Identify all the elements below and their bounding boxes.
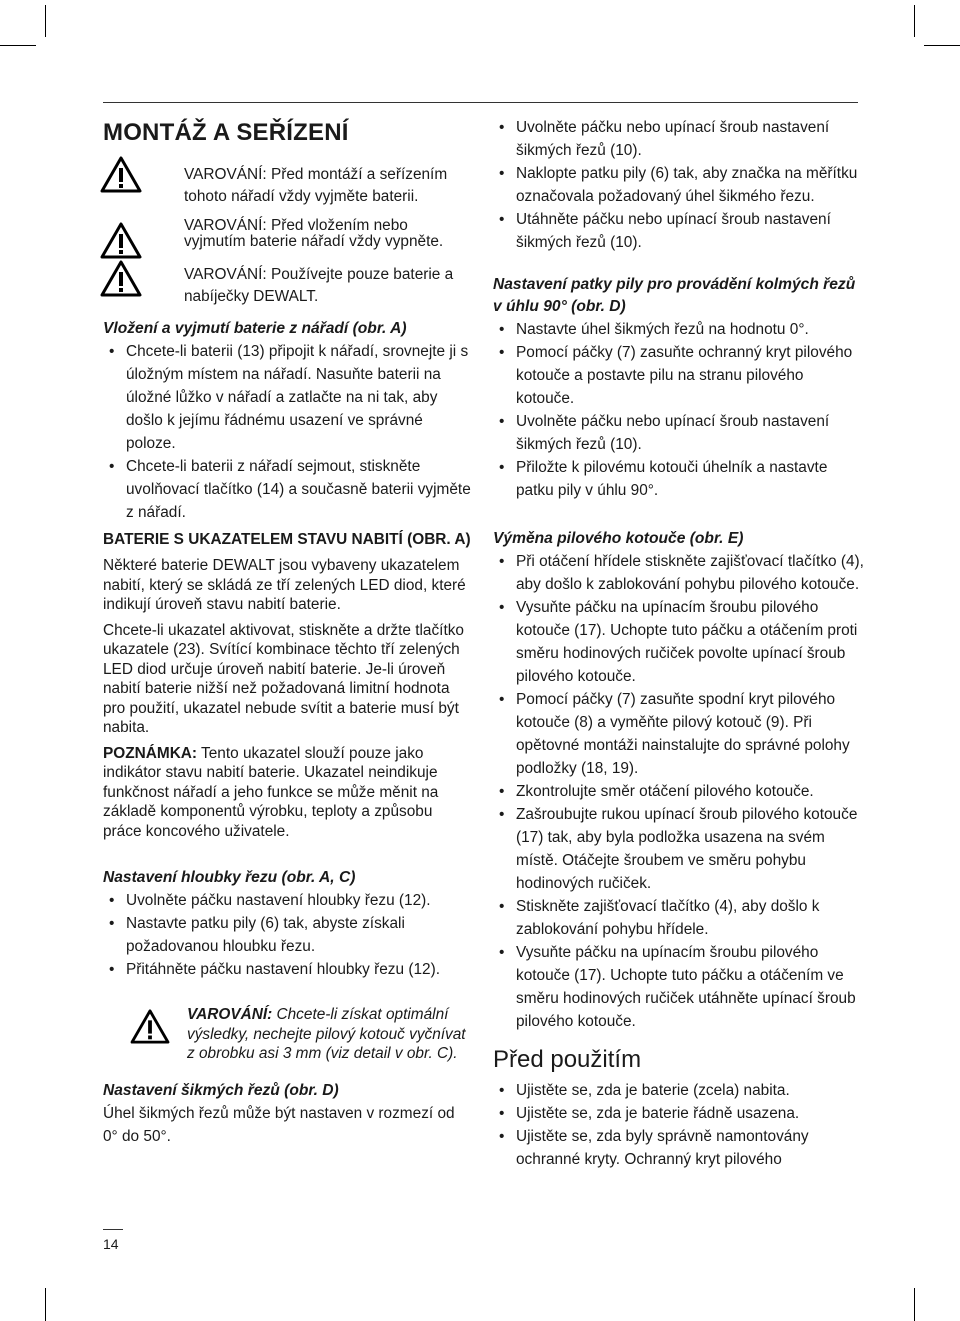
header-rule: [103, 102, 858, 103]
page-title: MONTÁŽ A SEŘÍZENÍ: [103, 119, 349, 146]
section-title: Před použitím: [493, 1046, 642, 1073]
paragraph: Úhel šikmých řezů může být nastaven v rozmezí od 0° do 50°.: [103, 1104, 455, 1145]
list-item: • Zkontrolujte směr otáčení pilového kotouče.: [493, 780, 865, 803]
list-item: • Ujistěte se, zda je baterie řádně usazena.: [493, 1102, 865, 1125]
warning-label: VAROVÁNÍ:: [184, 266, 267, 283]
list-item: • Naklopte patku pily (6) tak, aby značka na měřítku označovala požadovaný úhel šikmého řezu.: [493, 162, 865, 208]
list-item: • Nastavte úhel šikmých řezů na hodnotu 0°.: [493, 318, 865, 341]
shoe90-list: [493, 318, 865, 502]
list-item: • Ujistěte se, zda byly správně namontovány ochranné kryty. Ochranný kryt pilového: [493, 1125, 865, 1171]
section-heading: Výměna pilového kotouče (obr. E): [493, 530, 744, 547]
note-label: POZNÁMKA:: [103, 744, 198, 762]
crop-mark: [924, 45, 960, 46]
paragraph: Některé baterie DEWALT jsou vybaveny ukazatelem nabití, který se skládá ze tří zelených LED diod, které indikují úroveň stavu nabití baterie.: [103, 557, 466, 613]
note-text: Tento ukazatel slouží pouze jako indikátor stavu nabití baterie. Ukazatel neindikuje funkčnost nářadí a jeho funkce se může měnit na základě komponentů výrobku, teploty a způsobu práce koncového uživatele.: [103, 744, 439, 840]
depth-list: [103, 889, 473, 981]
list-item: • Při otáčení hřídele stiskněte zajišťovací tlačítko (4), aby došlo k zablokování pohybu pilového kotouče.: [493, 550, 865, 596]
paragraph: Chcete-li ukazatel aktivovat, stiskněte a držte tlačítko ukazatele (23). Svítící kombinace těchto tří zelených LED diod určuje úroveň nabití baterie. Je-li úroveň nabití baterie nižší než požadovaná limitní hodnota pro použití, ukazatel nebude svítit a baterie musí být nabita.: [103, 621, 464, 736]
list-item: • Uvolněte páčku nebo upínací šroub nastavení šikmých řezů (10).: [493, 410, 865, 456]
section-heading: Nastavení patky pily pro provádění kolmých řezů v úhlu 90° (obr. D): [493, 276, 856, 315]
section-heading: Vložení a vyjmutí baterie z nářadí (obr. A): [103, 320, 407, 337]
crop-mark: [914, 1288, 915, 1321]
before-use-list: [493, 1079, 865, 1171]
warning-block: [103, 1005, 473, 1064]
crop-mark: [0, 45, 36, 46]
note: [103, 744, 473, 842]
warning-text: Používejte pouze baterie a nabíječky DEWALT.: [184, 266, 454, 305]
list-item: • Stiskněte zajišťovací tlačítko (4), aby došlo k zablokování pohybu hřídele.: [493, 895, 865, 941]
warning-icon: [100, 156, 142, 193]
warning-block: [103, 218, 473, 250]
warning-label: VAROVÁNÍ:: [184, 217, 267, 234]
warning-block: [103, 264, 473, 308]
crop-mark: [45, 5, 46, 37]
bevel-list: [493, 116, 865, 254]
list-item: • Pomocí páčky (7) zasuňte ochranný kryt pilového kotouče a postavte pilu na stranu pilového kotouče.: [493, 341, 865, 410]
list-item: • Nastavte patku pily (6) tak, abyste získali požadovanou hloubku řezu.: [103, 912, 473, 958]
right-column: [493, 110, 865, 1171]
warning-icon: [100, 260, 142, 297]
footer-rule: [103, 1229, 123, 1230]
list-item: • Chcete-li baterii z nářadí sejmout, stiskněte uvolňovací tlačítko (14) a současně baterii vyjměte z nářadí.: [103, 455, 473, 524]
list-item: • Přiložte k pilovému kotouči úhelník a nastavte patku pily v úhlu 90°.: [493, 456, 865, 502]
page-number: 14: [103, 1236, 119, 1252]
battery-list: [103, 340, 473, 524]
list-item: • Chcete-li baterii (13) připojit k nářadí, srovnejte ji s úložným místem na nářadí. Nasuňte baterii na úložné lůžko v nářadí a zatlačte na ni tak, aby došlo k jejímu řádnému usazení ve správné poloze.: [103, 340, 473, 455]
list-item: • Přitáhněte páčku nastavení hloubky řezu (12).: [103, 958, 473, 981]
left-column: [103, 110, 473, 1148]
list-item: • Uvolněte páčku nastavení hloubky řezu (12).: [103, 889, 473, 912]
list-item: • Uvolněte páčku nebo upínací šroub nastavení šikmých řezů (10).: [493, 116, 865, 162]
warning-icon: [130, 1009, 170, 1044]
warning-text: Před montáží a seřízením tohoto nářadí vždy vyjměte baterii.: [184, 166, 448, 205]
list-item: • Ujistěte se, zda je baterie (zcela) nabita.: [493, 1079, 865, 1102]
warning-text: Před vložením nebo vyjmutím baterie nářadí vždy vypněte.: [184, 217, 444, 250]
warning-label: VAROVÁNÍ:: [187, 1006, 273, 1023]
warning-text: Chcete-li získat optimální výsledky, nechejte pilový kotouč vyčnívat z obrobku asi 3 mm (viz detail v obr. C).: [187, 1006, 466, 1062]
list-item: • Utáhněte páčku nebo upínací šroub nastavení šikmých řezů (10).: [493, 208, 865, 254]
list-item: • Zašroubujte rukou upínací šroub pilového kotouče (17) tak, aby byla podložka usazena na svém místě. Otáčejte šroubem ve směru pohybu hodinových ručiček.: [493, 803, 865, 895]
section-heading: Nastavení šikmých řezů (obr. D): [103, 1081, 339, 1099]
warning-label: VAROVÁNÍ:: [184, 166, 267, 183]
crop-mark: [45, 1288, 46, 1321]
blade-list: [493, 550, 865, 1033]
section-heading: Nastavení hloubky řezu (obr. A, C): [103, 869, 356, 886]
list-item: • Vysuňte páčku na upínacím šroubu pilového kotouče (17). Uchopte tuto páčku a otáčením ve směru hodinových ručiček utáhněte upínací šroub pilového kotouče.: [493, 941, 865, 1033]
section-heading: BATERIE S UKAZATELEM STAVU NABITÍ (OBR. A): [103, 531, 471, 548]
warning-block: [103, 164, 473, 208]
list-item: • Pomocí páčky (7) zasuňte spodní kryt pilového kotouče (8) a vyměňte pilový kotouč (9). Při opětovné montáži nainstalujte do správné polohy podložky (18, 19).: [493, 688, 865, 780]
crop-mark: [914, 5, 915, 37]
warning-icon: [100, 222, 142, 259]
list-item: • Vysuňte páčku na upínacím šroubu pilového kotouče (17). Uchopte tuto páčku a otáčením proti směru hodinových ručiček povolte upínací šroub pilového kotouče.: [493, 596, 865, 688]
